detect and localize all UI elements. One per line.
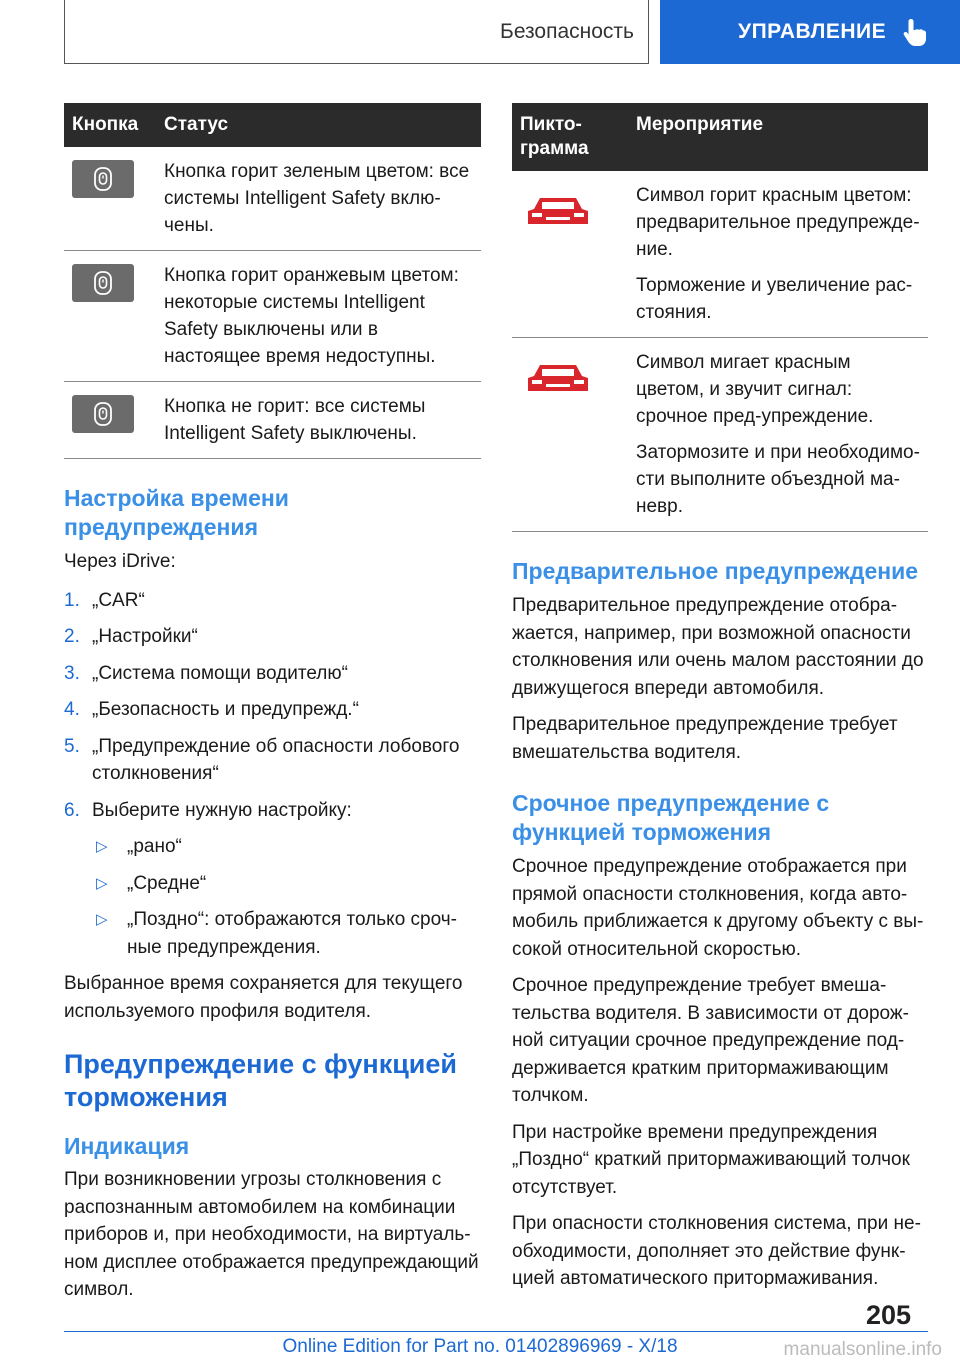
status-text: Кнопка не горит: все системы Intelligent Safety выключены. [156, 382, 481, 459]
symbol-table [512, 103, 928, 532]
car-warning-icon [526, 194, 590, 230]
braking-warning-heading: Предупреждение с функцией торможения [64, 1049, 458, 1112]
list-item: 4. „Безопасность и предупрежд.“ [64, 699, 359, 720]
hand-pointer-icon [902, 17, 928, 47]
pre-warning-paragraph: Предварительное предупреждение отобра-жается, например, при возможной опасности столкновения или очень малом расстоянии до движущегося впереди автомобиля. [512, 595, 924, 699]
settings-steps [64, 587, 481, 825]
urgent-warning-paragraph: Срочное предупреждение отображается при прямой опасности столкновения, когда авто-мобиль приближается к другому объекту с вы-сокой относительной скоростью. [512, 856, 924, 960]
triangle-bullet-icon: ▷ [96, 838, 108, 855]
settings-outro: Выбранное время сохраняется для текущего используемого профиля водителя. [64, 973, 463, 1022]
urgent-warning-paragraph: Срочное предупреждение требует вмеша-тельства водителя. В зависимости от дорож-ной ситуации срочное предупреждение под-держивается кратким притормаживающим толчком. [512, 975, 909, 1106]
pre-warning-heading: Предварительное предупреждение [512, 558, 919, 584]
settings-heading: Настройка времени предупреждения [64, 485, 289, 540]
triangle-bullet-icon: ▷ [96, 874, 108, 892]
section-title: Безопасность [500, 19, 634, 43]
chapter-title: УПРАВЛЕНИЕ [738, 20, 887, 43]
footer-divider [64, 1331, 928, 1332]
settings-options [64, 833, 481, 961]
intelligent-safety-button-icon [72, 395, 134, 433]
list-item: 6. Выберите нужную настройку: [64, 799, 352, 821]
option-item: ▷ „Поздно“: отображаются только сроч-ные предупреждения. [64, 906, 481, 961]
settings-intro: Через iDrive: [64, 551, 176, 572]
intelligent-safety-button-icon [72, 264, 134, 302]
column-header-button: Кнопка [64, 103, 156, 147]
car-warning-icon [526, 361, 590, 397]
option-item: ▷ „Средне“ [64, 870, 481, 898]
button-status-table [64, 103, 481, 459]
list-item: 3. „Система помощи водителю“ [64, 662, 348, 684]
indication-text: При возникновении угрозы столкновения с распознанным автомобилем на комбинации приборов и, при необходимости, на виртуаль-ном дисплее отображается предупреждающий символ. [64, 1169, 479, 1300]
list-item: 2. „Настройки“ [64, 626, 198, 647]
list-item: 1. „CAR“ [64, 589, 145, 611]
table-row [64, 382, 481, 459]
list-item: 5. „Предупреждение об опасности лобового столкновения“ [64, 735, 460, 784]
intelligent-safety-button-icon [72, 160, 134, 198]
action-text: Символ мигает красным цветом, и звучит сигнал: срочное пред-упреждение. Затормозите и при необходимо-сти выполните объездной ма-невр. [628, 338, 928, 532]
edition-footer: Online Edition for Part no. 01402896969 - X/18 [282, 1336, 678, 1357]
triangle-bullet-icon: ▷ [96, 911, 108, 928]
right-column [512, 103, 928, 1293]
page-number: 205 [866, 1300, 912, 1330]
status-text: Кнопка горит зеленым цветом: все системы Intelligent Safety вклю-чены. [156, 147, 481, 251]
status-text: Кнопка горит оранжевым цветом: некоторые системы Intelligent Safety выключены или в настоящее время недоступны. [156, 251, 481, 382]
table-row [512, 338, 928, 532]
column-header-action: Мероприятие [628, 103, 928, 171]
option-item: ▷ „рано“ [64, 833, 481, 861]
section-header [64, 0, 649, 64]
chapter-tab[interactable] [660, 0, 960, 64]
indication-heading: Индикация [64, 1133, 190, 1159]
urgent-warning-paragraph: При опасности столкновения система, при не-обходимости, дополняет это действие функ-цией автоматического притормаживания. [512, 1213, 921, 1289]
watermark: manualsonline.info [783, 1339, 942, 1360]
action-text: Символ горит красным цветом: предварительное предупрежде-ние. Торможение и увеличение рас-стояния. [628, 171, 928, 338]
table-row [64, 147, 481, 251]
column-header-symbol: Пикто-грамма [512, 103, 628, 171]
urgent-warning-paragraph: При настройке времени предупреждения „Поздно“ краткий притормаживающий толчок отсутствует. [512, 1121, 910, 1198]
column-header-status: Статус [156, 103, 481, 147]
urgent-warning-heading: Срочное предупреждение с функцией торможения [512, 790, 830, 845]
table-row [512, 171, 928, 338]
left-column [64, 103, 481, 1304]
pre-warning-paragraph: Предварительное предупреждение требует вмешательства водителя. [512, 714, 898, 763]
table-row [64, 251, 481, 382]
